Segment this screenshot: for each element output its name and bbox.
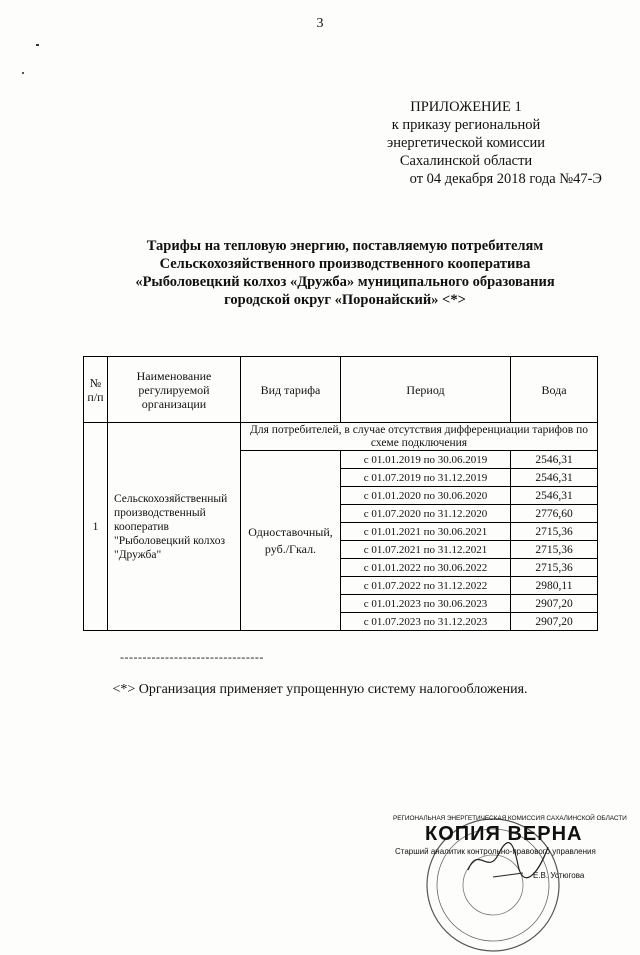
tariff-table: [83, 356, 598, 631]
consumer-note: Для потребителей, в случае отсутствия дифференциации тарифов по схеме подключения: [241, 423, 598, 451]
stamp-position: Старший аналитик контрольно-правового управления: [395, 847, 596, 856]
scan-speck: [22, 72, 24, 74]
document-title: [110, 237, 580, 309]
value-cell: 2715,36: [511, 559, 598, 577]
value-cell: 2907,20: [511, 595, 598, 613]
value-cell: 2907,20: [511, 613, 598, 631]
value-cell: 2546,31: [511, 451, 598, 469]
organization-name: Сельскохозяйственный производственный кооператив "Рыболовецкий колхоз "Дружба": [108, 423, 241, 631]
title-line: «Рыболовецкий колхоз «Дружба» муниципального образования: [135, 274, 555, 290]
appendix-header: [330, 98, 602, 188]
header-organization: Наименование регулируемой организации: [108, 357, 241, 423]
period-cell: с 01.01.2020 по 30.06.2020: [341, 487, 511, 505]
appendix-date: от 04 декабря 2018 года №47-Э: [409, 171, 602, 187]
table-row: [84, 423, 598, 451]
value-cell: 2980,11: [511, 577, 598, 595]
value-cell: 2546,31: [511, 487, 598, 505]
period-cell: с 01.07.2020 по 31.12.2020: [341, 505, 511, 523]
stamp-agency: РЕГИОНАЛЬНАЯ ЭНЕРГЕТИЧЕСКАЯ КОМИССИЯ САХАЛИНСКОЙ ОБЛАСТИ: [393, 815, 627, 822]
row-number: 1: [84, 423, 108, 631]
stamp-signer: Е.В. Устюгова: [533, 871, 585, 880]
period-cell: с 01.01.2019 по 30.06.2019: [341, 451, 511, 469]
header-water: Вода: [511, 357, 598, 423]
period-cell: с 01.01.2021 по 30.06.2021: [341, 523, 511, 541]
period-cell: с 01.01.2023 по 30.06.2023: [341, 595, 511, 613]
appendix-ref-line: энергетической комиссии: [386, 135, 546, 151]
appendix-ref-line: Сахалинской области: [399, 153, 533, 169]
value-cell: 2715,36: [511, 523, 598, 541]
appendix-title: ПРИЛОЖЕНИЕ 1: [410, 99, 522, 115]
stamp-copy-certified: КОПИЯ ВЕРНА: [425, 823, 583, 845]
header-period: Период: [341, 357, 511, 423]
value-cell: 2776,60: [511, 505, 598, 523]
value-cell: 2546,31: [511, 469, 598, 487]
period-cell: с 01.07.2023 по 31.12.2023: [341, 613, 511, 631]
period-cell: с 01.07.2022 по 31.12.2022: [341, 577, 511, 595]
title-line: Сельскохозяйственного производственного кооператива: [159, 256, 531, 272]
header-num: № п/п: [84, 357, 108, 423]
footnote: <*> Организация применяет упрощенную систему налогообложения.: [112, 682, 528, 697]
value-cell: 2715,36: [511, 541, 598, 559]
header-tariff-type: Вид тарифа: [241, 357, 341, 423]
period-cell: с 01.07.2019 по 31.12.2019: [341, 469, 511, 487]
page-number: 3: [316, 16, 324, 31]
certification-stamp: [393, 805, 627, 905]
period-cell: с 01.07.2021 по 31.12.2021: [341, 541, 511, 559]
scan-speck: [36, 44, 39, 46]
footnote-separator: --------------------------------: [120, 650, 264, 664]
table-header-row: [84, 357, 598, 423]
tariff-type: Одноставочный, руб./Гкал.: [241, 451, 341, 631]
appendix-ref-line: к приказу региональной: [391, 117, 541, 133]
period-cell: с 01.01.2022 по 30.06.2022: [341, 559, 511, 577]
title-line: городской округ «Поронайский» <*>: [224, 292, 466, 308]
title-line: Тарифы на тепловую энергию, поставляемую потребителям: [146, 238, 544, 254]
